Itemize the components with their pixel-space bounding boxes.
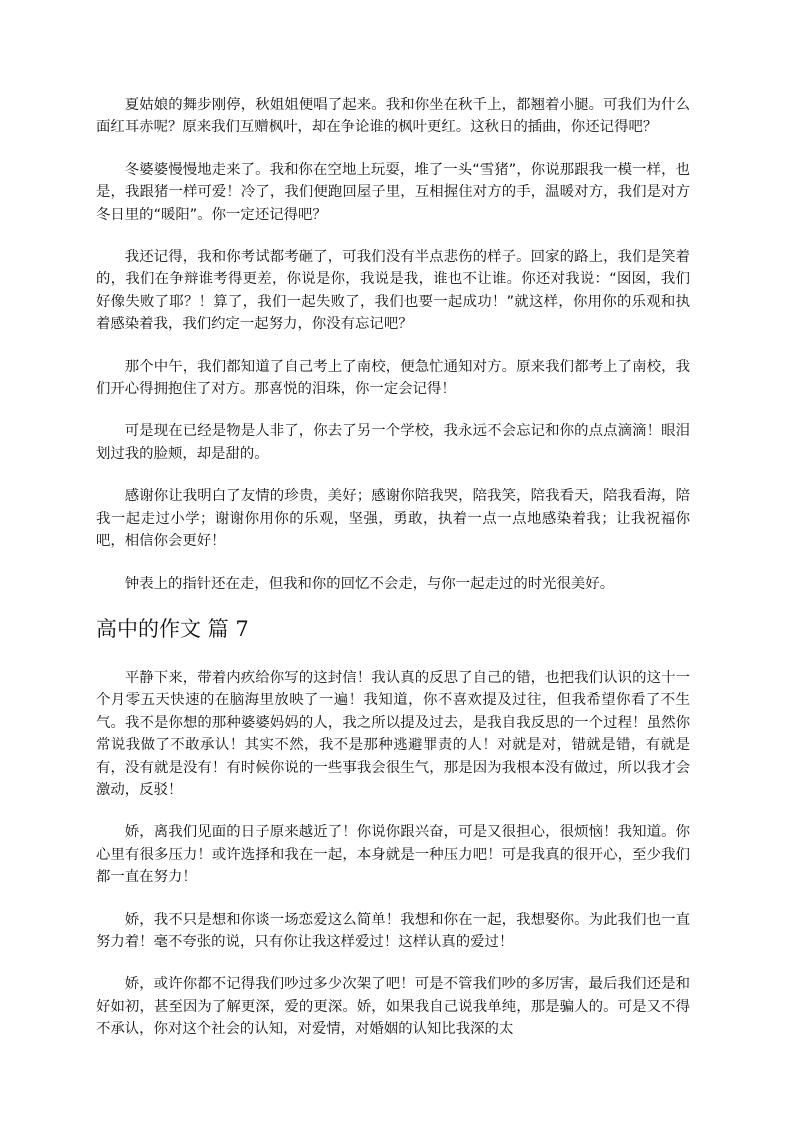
paragraph-quarrels: 娇，或许你都不记得我们吵过多少次架了吧！可是不管我们吵的多厉害，最后我们还是和好如初，甚至因为了解更深，爱的更深。娇，如果我自己说我单纯，那是骗人的。可是又不得不承认，你对这个社会的认知，对爱情，对婚姻的认知比我深的太 bbox=[96, 976, 690, 1038]
paragraph-commitment: 娇，我不只是想和你谈一场恋爱这么简单！我想和你在一起，我想娶你。为此我们也一直努力着！毫不夸张的说，只有你让我这样爱过！这样认真的爱过！ bbox=[96, 911, 690, 950]
paragraph-autumn: 夏姑娘的舞步刚停，秋姐姐便唱了起来。我和你坐在秋千上，都翘着小腿。可我们为什么面红耳赤呢？原来我们互赠枫叶，却在争论谁的枫叶更红。这秋日的插曲，你还记得吧？ bbox=[96, 97, 690, 136]
paragraph-meeting: 娇，离我们见面的日子原来越近了！你说你跟兴奋，可是又很担心，很烦恼！我知道。你心里有很多压力！或许选择和我在一起，本身就是一种压力吧！可是我真的很开心，至少我们都一直在努力！ bbox=[96, 824, 690, 886]
paragraph-letter-intro: 平静下来，带着内疚给你写的这封信！我认真的反思了自己的错，也把我们认识的这十一个月零五天快速的在脑海里放映了一遍！我知道，你不喜欢提及过往，但我希望你看了不生气。我不是你想的那种婆婆妈妈的人，我之所以提及过去，是我自我反思的一个过程！虽然你常说我做了不敢承认！其实不然，我不是那种逃避罪责的人！对就是对，错就是错，有就是有，没有就是没有！有时候你说的一些事我会很生气，那是因为我根本没有做过，所以我才会激动，反驳！ bbox=[96, 669, 690, 798]
paragraph-gratitude: 感谢你让我明白了友情的珍贵，美好；感谢你陪我哭，陪我笑，陪我看天，陪我看海，陪我一起走过小学；谢谢你用你的乐观，坚强，勇敢，执着一点一点地感染着我；让我祝福你吧，相信你会更好！ bbox=[96, 488, 690, 550]
paragraph-exam: 我还记得，我和你考试都考砸了，可我们没有半点悲伤的样子。回家的路上，我们是笑着的，我们在争辩谁考得更差，你说是你，我说是我，谁也不让谁。你还对我说：“囡囡，我们好像失败了耶？！算了，我们一起失败了，我们也要一起成功！”就这样，你用你的乐观和执着感染着我，我们约定一起努力，你没有忘记吧？ bbox=[96, 249, 690, 333]
paragraph-closing: 钟表上的指针还在走，但我和你的回忆不会走，与你一起走过的时光很美好。 bbox=[124, 575, 615, 592]
document-body bbox=[96, 94, 690, 1061]
paragraph-winter: 冬婆婆慢慢地走来了。我和你在空地上玩耍，堆了一头“雪猪”，你说那跟我一模一样，也是，我跟猪一样可爱！冷了，我们便跑回屋子里，互相握住对方的手，温暖对方，我们是对方冬日里的“暖阳”。你一定还记得吧？ bbox=[96, 161, 690, 223]
paragraph-parting: 可是现在已经是物是人非了，你去了另一个学校，我永远不会忘记和你的点点滴滴！眼泪划过我的脸颊，却是甜的。 bbox=[96, 423, 690, 462]
paragraph-south-school: 那个中午，我们都知道了自己考上了南校，便急忙通知对方。原来我们都考上了南校，我们开心得拥抱住了对方。那喜悦的泪珠，你一定会记得！ bbox=[96, 358, 690, 398]
section-heading: 高中的作文 篇 7 bbox=[96, 616, 249, 641]
